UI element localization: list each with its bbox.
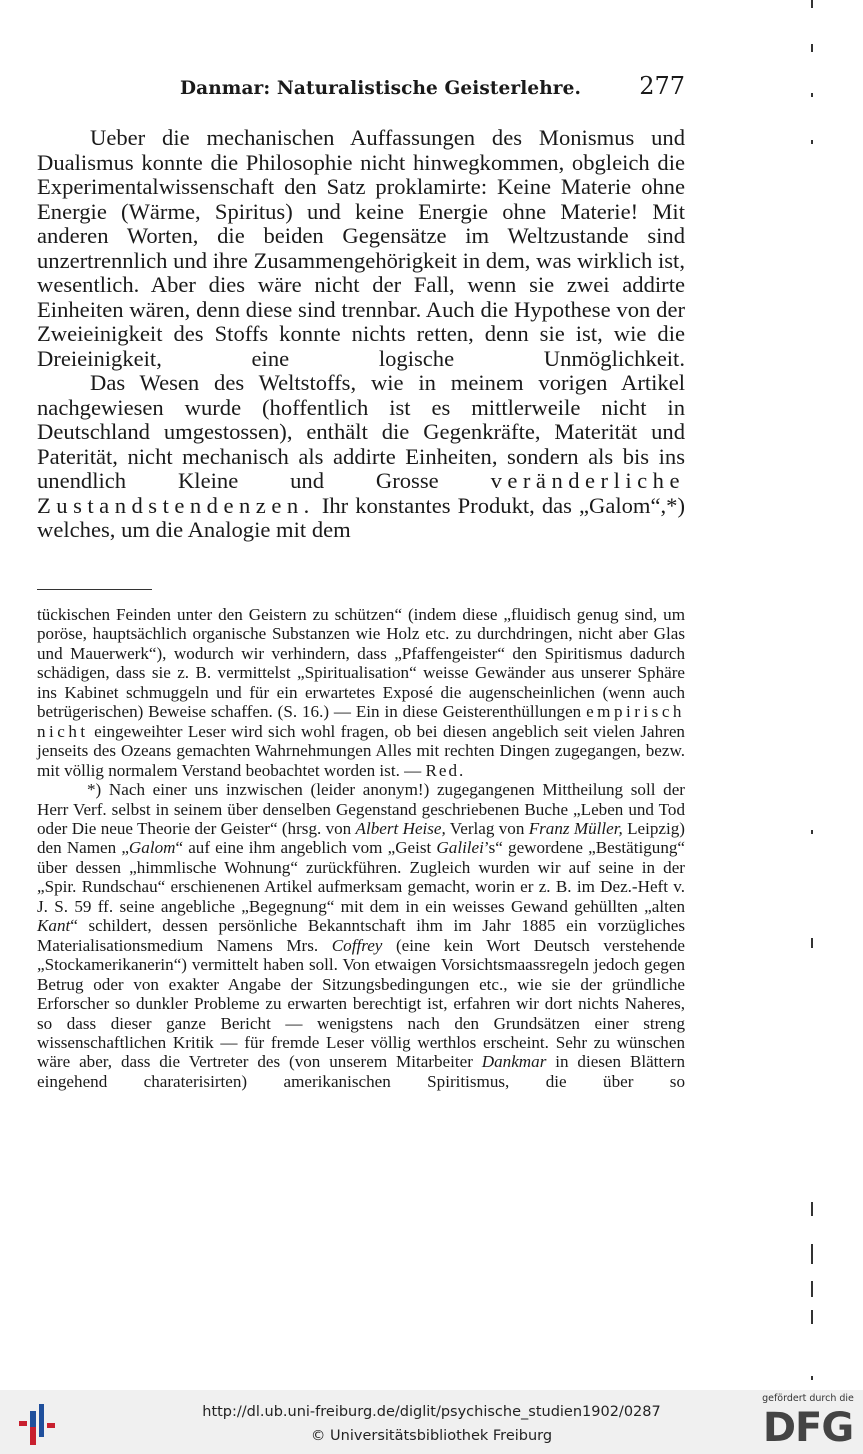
footnote-rule [37, 589, 152, 590]
footnote-2-part: ’s“ gewordene „Bestätigung“ über dessen „himmlische Wohnung“ zurückführen. Zugleich wurden wir auf seine in der „Spir. Rundschau“ erschienenen Artikel aufmerksam gemacht, worin er z. B. im Dez.-Heft v. J. S. 59 ff. seine angebliche „Begegnung“ mit dem in ein weisses Gewand gehüllten „alten [37, 838, 685, 916]
page-number: 277 [639, 72, 685, 100]
footnote-2-italic: Franz Müller, [528, 818, 623, 838]
margin-mark [811, 1244, 813, 1264]
footnote-2-italic: Galom [128, 838, 176, 858]
footnote-continuation [37, 605, 685, 780]
footnote-2-italic: Galilei [436, 838, 484, 858]
sponsor-caption: gefördert durch die [762, 1393, 854, 1404]
dfg-sponsor [758, 1393, 858, 1453]
paragraph-2-text-after: Ihr konstantes Produkt, das „Galom“,*) welches, um die Analogie mit dem [37, 492, 685, 542]
scan-margin-marks [811, 0, 815, 1390]
footnote-2-part: in diesen Blättern eingehend charaterisirten) amerikanischen Spiritismus, die über so [37, 1052, 686, 1091]
footnote-2-italic: Kant [37, 916, 71, 936]
main-paragraph-1: Ueber die mechanischen Auffassungen des Monismus und Dualismus konnte die Philosophie nicht hinwegkommen, obgleich die Experimentalwissenschaft den Satz proklamirte: Keine Materie ohne Energie (Wärme, Spiritus) und keine Energie ohne Materie! Mit anderen Worten, die beiden Gegensätze im Weltzustande sind unzertrennlich und ihre Zusammengehörigkeit in dem, was wirklich ist, wesentlich. Aber dies wäre nicht der Fall, wenn sie zwei addirte Einheiten wären, denn diese sind trennbar. Auch die Hypothese von der Zweieinigkeit des Stoffs konnte nichts retten, denn sie ist, wie die Dreieinigkeit, eine logische Unmöglichkeit. [37, 125, 685, 371]
margin-mark [811, 1281, 813, 1297]
footnote-2-part: “ schildert, dessen persönliche Bekanntschaft ihm im Jahr 1885 ein vorzügliches Materialisationsmedium Namens Mrs. [37, 916, 685, 955]
margin-mark [811, 938, 813, 948]
viewer-footer [0, 1390, 863, 1454]
margin-mark [811, 0, 813, 8]
footnote-1-text-before: tückischen Feinden unter den Geistern zu schützen“ (indem diese „fluidisch genug sind, um poröse, hauptsächlich organische Substanzen wie Holz etc. zu durchdringen, nicht aber Glas und Mauerwerk“), wodurch wir verhindern, dass „Pfaffengeister“ den Spiritismus dadurch schädigen, dass sie z. B. vermittelst „Spiritualisation“ weisse Gewänder aus unserer Sphäre ins Kabinet schmuggeln und für ein erwartetes Exposé die augenscheinlichen (wenn auch betrügerischen) Beweise schaffen. (S. 16.) — Ein in diese Geisterenthüllungen [37, 605, 685, 722]
permalink-url[interactable]: http://dl.ub.uni-freiburg.de/diglit/psychische_studien1902/0287 [202, 1404, 661, 1420]
margin-mark [811, 93, 813, 97]
margin-mark [811, 1202, 813, 1216]
margin-mark [811, 1376, 813, 1380]
footnote-2-italic: Dankmar [481, 1052, 547, 1072]
margin-mark [811, 140, 813, 144]
margin-mark [811, 1310, 813, 1324]
footnote-2-part: “ auf eine ihm angeblich vom „Geist [175, 838, 437, 858]
footnote-2-part: Leipzig) den Namen „ [37, 818, 685, 858]
main-text [37, 126, 685, 543]
footnote-galom [37, 780, 685, 1091]
dfg-logo-icon: DFG [762, 1405, 854, 1451]
footnote-2-part: Verlag von [445, 818, 529, 838]
editor-signature: Red. [425, 760, 466, 780]
footnote-1-text-after: eingeweihter Leser wird sich wohl fragen, ob bei diesen angeblich seit vielen Jahren jenseits des Ozeans gemachten Wahrnehmungen Alles mit rechten Dingen zugegangen, bezw. mit völlig normalem Verstand beobachtet worden ist. — [37, 721, 685, 780]
copyright-notice: © Universitätsbibliothek Freiburg [310, 1428, 553, 1444]
footnote-2-italic: Coffrey [331, 935, 383, 955]
margin-mark [811, 830, 813, 834]
paragraph-2-text-before: Das Wesen des Weltstoffs, wie in meinem vorigen Artikel nachgewiesen wurde (hoffentlich ist es mittlerweile nicht in Deutschland umgestossen), enthält die Gegenkräfte, Materität und Paterität, nicht mechanisch als addirte Einheiten, sondern als bis ins unendlich Kleine und Grosse [37, 370, 685, 493]
margin-mark [811, 44, 813, 52]
spaced-emphasis-footnote: empirisch nicht [37, 702, 685, 741]
spaced-emphasis: veränderliche Zustandstendenzen. [37, 468, 685, 518]
running-head-title: Danmar: Naturalistische Geisterlehre. [180, 78, 582, 99]
running-head [180, 72, 685, 108]
footnote-2-italic: Albert Heise, [355, 818, 446, 838]
footnote-2-part: *) Nach einer uns inzwischen (leider anonym!) zugegangenen Mittheilung soll der Herr Verf. selbst in seinem über denselben Gegenstand geschriebenen Buche „Leben und Tod oder Die neue Theorie der Geister“ (hrsg. von [37, 780, 685, 838]
footnotes [37, 605, 685, 1091]
footnote-2-part: (eine kein Wort Deutsch verstehende „Stockamerikanerin“) vermittelt haben soll. Von etwaigen Vorsichtsmaassregeln jedoch gegen Betrug oder von exakter Angabe der Sitzungsbedingungen etc., wie sie der gründliche Erforscher so dunkler Probleme zu erwarten berechtigt ist, erfahren wir dort nichts Naheres, so dass dieser ganze Bericht — wenigstens nach den Grundsätzen einer streng wissenschaftlichen Kritik — für fremde Leser völlig werthlos erscheint. Sehr zu wünschen wäre aber, dass die Vertreter des (von unserem Mitarbeiter [37, 935, 685, 1072]
main-paragraph-2 [37, 371, 685, 543]
